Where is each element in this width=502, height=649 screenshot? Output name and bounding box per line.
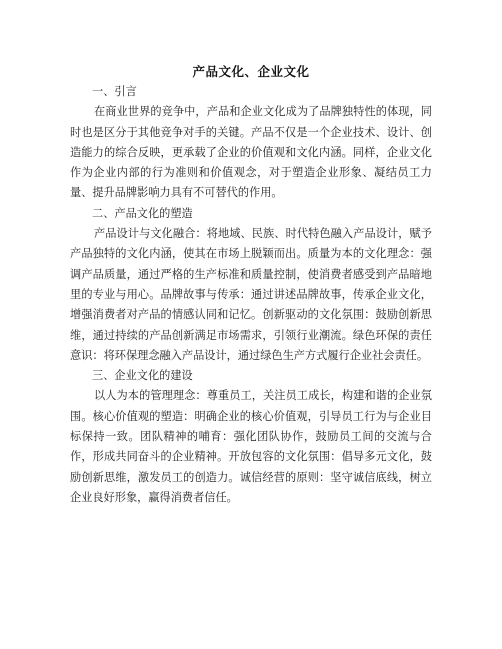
document-body	[70, 82, 432, 508]
section-heading-corporate-culture: 三、企业文化的建设	[92, 369, 193, 383]
section-heading-product-culture: 二、产品文化的塑造	[92, 206, 193, 220]
section-paragraph-product-culture: 产品设计与文化融合：将地域、民族、时代特色融入产品设计，赋予产品独特的文化内涵，使其在市场上脱颖而出。质量为本的文化理念：强调产品质量，通过严格的生产标准和质量控制，使消费者感受到产品暗地里的专业与用心。品牌故事与传承：通过讲述品牌故事，传承企业文化，增强消费者对产品的情感认同和记忆。创新驱动的文化氛围：鼓励创新思维，通过持续的产品创新满足市场需求，引领行业潮流。绿色环保的责任意识：将环保理念融入产品设计，通过绿色生产方式履行企业社会责任。	[70, 227, 432, 362]
section-heading-intro: 一、引言	[92, 85, 137, 98]
section-paragraph-intro: 在商业世界的竞争中，产品和企业文化成为了品牌独特性的体现，同时也是区分于其他竞争对手的关键。产品不仅是一个企业技术、设计、创造能力的综合反映，更承载了企业的价值观和文化内涵。同样，企业文化作为企业内部的行为准则和价值观念，对于塑造企业形象、凝结员工力量、提升品牌影响力具有不可替代的作用。	[70, 105, 432, 200]
document-title: 产品文化、企业文化	[192, 64, 310, 79]
section-paragraph-corporate-culture: 以人为本的管理理念：尊重员工，关注员工成长，构建和谐的企业氛围。核心价值观的塑造：明确企业的核心价值观，引导员工行为与企业目标保持一致。团队精神的哺育：强化团队协作，鼓励员工间的交流与合作，形成共同奋斗的企业精神。开放包容的文化氛围：倡导多元文化，鼓励创新思维，激发员工的创造力。诚信经营的原则：坚守诚信底线，树立企业良好形象，赢得消费者信任。	[70, 389, 432, 504]
